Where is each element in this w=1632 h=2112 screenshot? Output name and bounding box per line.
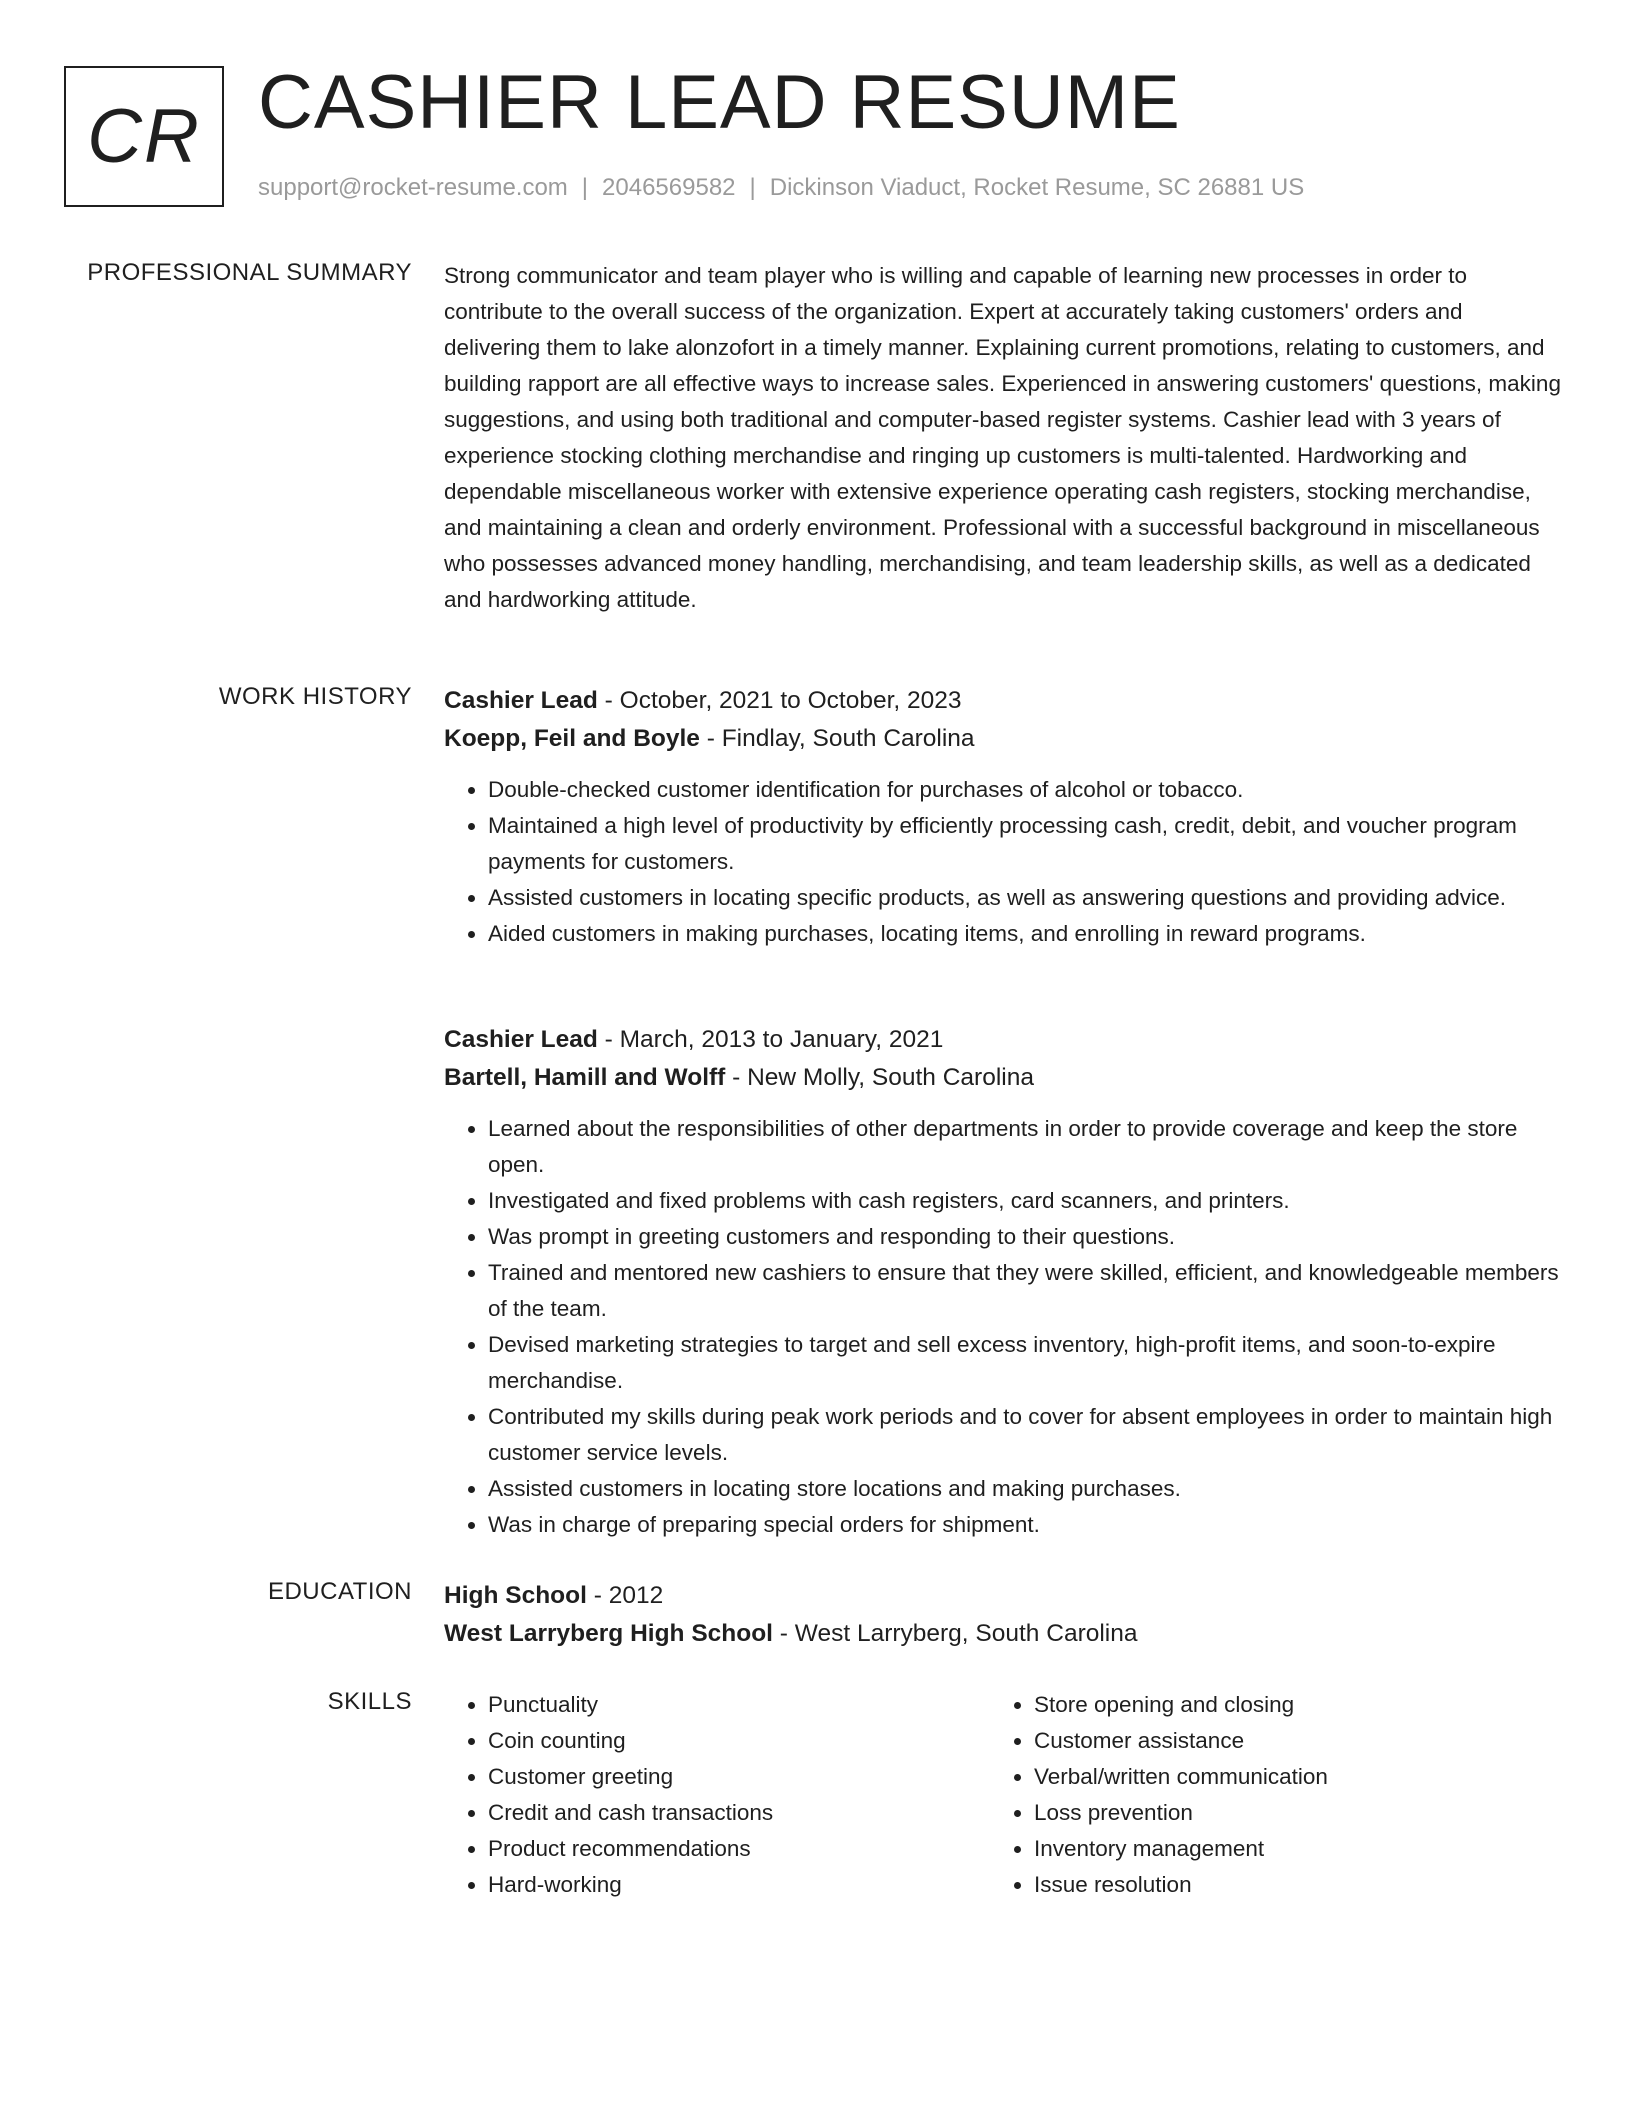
list-item: • Customer greeting (488, 1759, 990, 1795)
contact-separator: | (749, 174, 756, 201)
job-title-line (444, 682, 1564, 720)
list-item: • Assisted customers in locating store locations and making purchases. (488, 1471, 1564, 1507)
list-item: • Was prompt in greeting customers and responding to their questions. (488, 1219, 1564, 1255)
section-heading: WORK HISTORY (218, 683, 412, 710)
list-item: • Assisted customers in locating specific products, as well as answering questions and providing advice. (488, 880, 1564, 916)
graduation-year: - 2012 (586, 1582, 664, 1609)
job-title-line (444, 1021, 1564, 1059)
school-location: - West Larryberg, South Carolina (773, 1620, 1138, 1647)
skills-list-right (990, 1687, 1536, 1903)
school-line (444, 1615, 1564, 1653)
list-item: • Hard-working (488, 1867, 990, 1903)
list-item: • Coin counting (488, 1723, 990, 1759)
list-item: • Product recommendations (488, 1831, 990, 1867)
list-item: • Issue resolution (1034, 1867, 1536, 1903)
list-item: • Trained and mentored new cashiers to ensure that they were skilled, efficient, and knowledgeable members of the team. (488, 1255, 1564, 1327)
job-title: Cashier Lead (444, 687, 598, 714)
job-company: Bartell, Hamill and Wolff (444, 1064, 726, 1091)
list-item: • Store opening and closing (1034, 1687, 1536, 1723)
degree-line (444, 1577, 1564, 1615)
job-company: Koepp, Feil and Boyle (444, 725, 700, 752)
contact-separator: | (581, 174, 589, 201)
education-entry (444, 1577, 1564, 1653)
list-item: • Devised marketing strategies to target and sell excess inventory, high-profit items, and soon-to-expire merchandise. (488, 1327, 1564, 1399)
job-entry (444, 1021, 1564, 1543)
job-duties (444, 1111, 1564, 1543)
skills-columns (444, 1687, 1564, 1903)
job-company-line (444, 720, 1564, 758)
skills-list-left (444, 1687, 990, 1903)
contact-address: Dickinson Viaduct, Rocket Resume, SC 26881 US (769, 174, 1305, 201)
list-item: • Aided customers in making purchases, locating items, and enrolling in reward programs. (488, 916, 1564, 952)
job-location: - Findlay, South Carolina (699, 725, 975, 752)
list-item: • Loss prevention (1034, 1795, 1536, 1831)
job-title: Cashier Lead (444, 1026, 598, 1053)
list-item: • Customer assistance (1034, 1723, 1536, 1759)
degree: High School (444, 1582, 587, 1609)
contact-line (258, 174, 1304, 202)
contact-phone: 2046569582 (602, 174, 736, 201)
list-item: • Learned about the responsibilities of other departments in order to provide coverage and keep the store open. (488, 1111, 1564, 1183)
list-item: • Punctuality (488, 1687, 990, 1723)
list-item: • Maintained a high level of productivity by efficiently processing cash, credit, debit, and voucher program payments for customers. (488, 808, 1564, 880)
list-item: • Investigated and fixed problems with cash registers, card scanners, and printers. (488, 1183, 1564, 1219)
job-location: - New Molly, South Carolina (725, 1064, 1034, 1091)
summary-text: Strong communicator and team player who is willing and capable of learning new processes in order to contribute to the overall success of the organization. Expert at accurately taking customers' orders and delivering them to lake alonzofort in a timely manner. Explaining current promotions, relating to customers, and building rapport are all effective ways to increase sales. Experienced in answering customers' questions, making suggestions, and using both traditional and computer-based register systems. Cashier lead with 3 years of experience stocking clothing merchandise and ringing up customers is multi-talented. Hardworking and dependable miscellaneous worker with extensive experience operating cash registers, stocking merchandise, and maintaining a clean and orderly environment. Professional with a successful background in miscellaneous who possesses advanced money handling, merchandising, and team leadership skills, as well as a dedicated and hardworking attitude. (444, 263, 1561, 612)
list-item: • Credit and cash transactions (488, 1795, 990, 1831)
list-item: • Verbal/written communication (1034, 1759, 1536, 1795)
job-duties (444, 772, 1564, 952)
initials-monogram: CR (64, 66, 224, 207)
list-item: • Inventory management (1034, 1831, 1536, 1867)
resume-title: CASHIER LEAD RESUME (258, 60, 1181, 145)
list-item: • Contributed my skills during peak work periods and to cover for absent employees in order to maintain high customer service levels. (488, 1399, 1564, 1471)
section-heading: SKILLS (327, 1688, 412, 1715)
job-company-line (444, 1059, 1564, 1097)
section-heading: PROFESSIONAL SUMMARY (87, 259, 412, 286)
section-heading: EDUCATION (267, 1578, 412, 1605)
list-item: • Double-checked customer identification for purchases of alcohol or tobacco. (488, 772, 1564, 808)
job-dates: - March, 2013 to January, 2021 (597, 1026, 944, 1053)
job-entry (444, 682, 1564, 952)
job-dates: - October, 2021 to October, 2023 (597, 687, 962, 714)
contact-email: support@rocket-resume.com (258, 174, 568, 201)
list-item: • Was in charge of preparing special orders for shipment. (488, 1507, 1564, 1543)
school-name: West Larryberg High School (444, 1620, 773, 1647)
